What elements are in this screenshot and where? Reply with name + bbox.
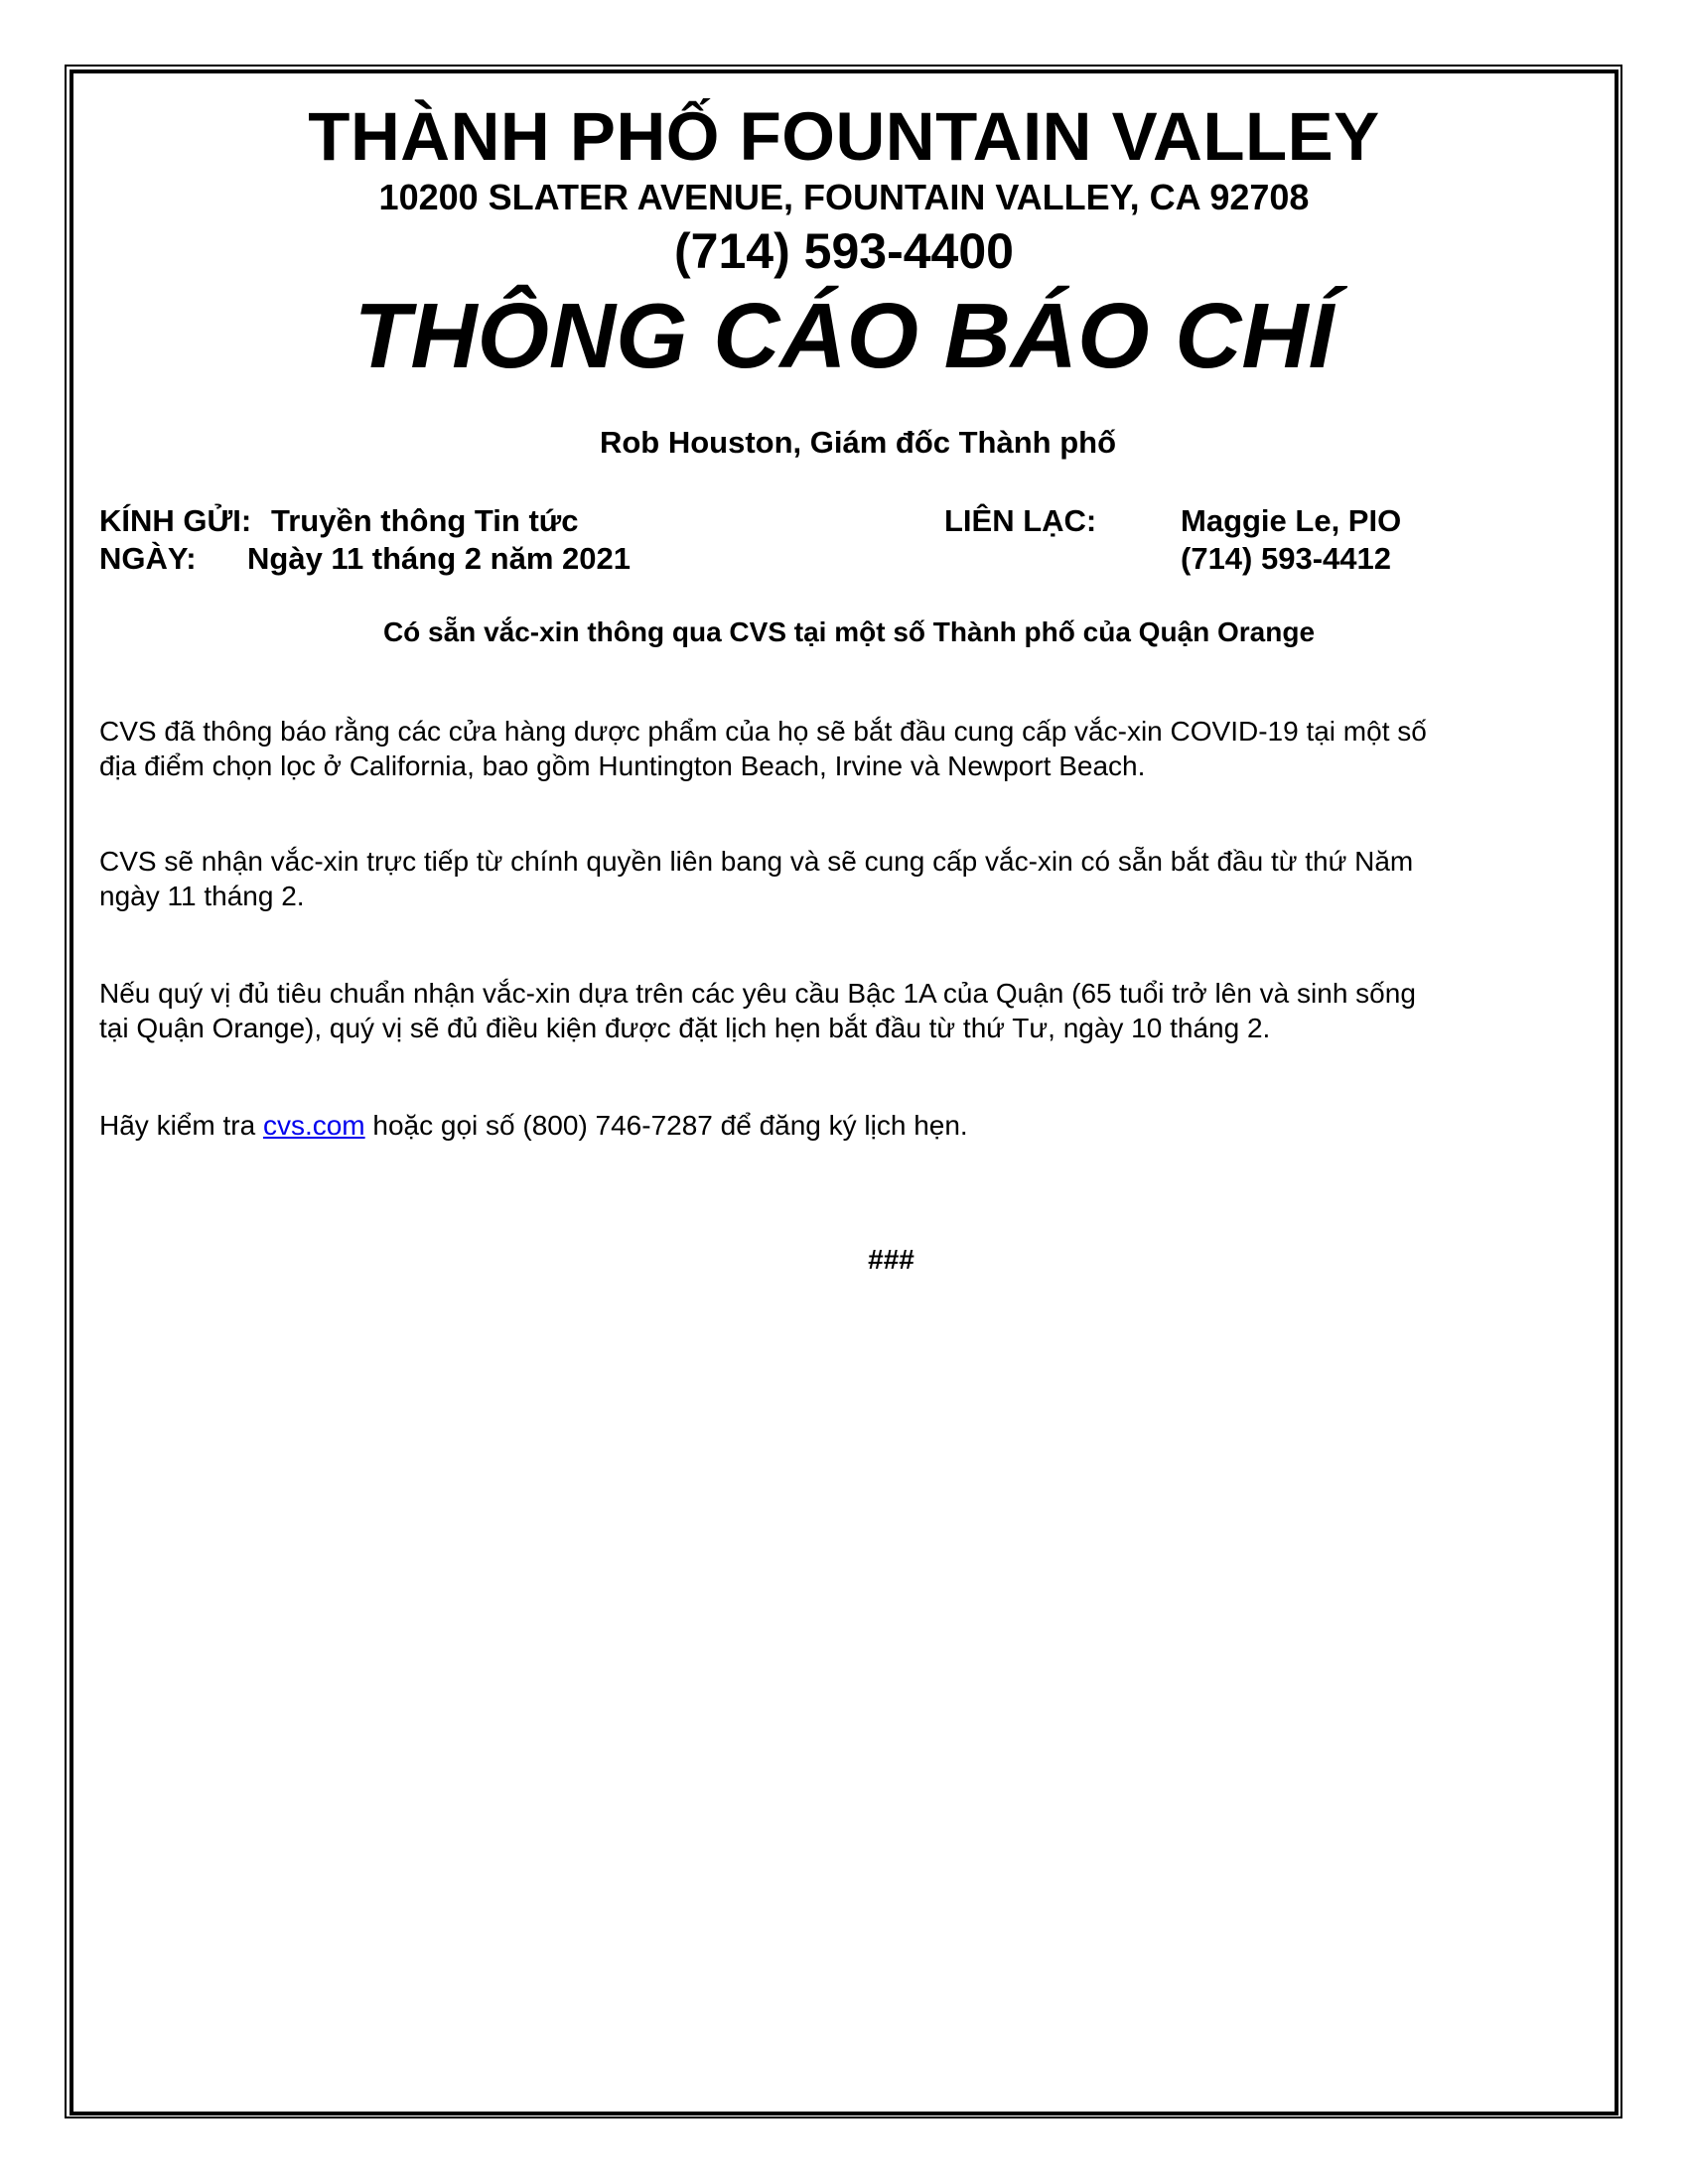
- cta-text-before-link: Hãy kiểm tra: [99, 1110, 263, 1141]
- paragraph-line: địa điểm chọn lọc ở California, bao gồm Huntington Beach, Irvine và Newport Beach.: [99, 751, 1146, 781]
- date-label: NGÀY:: [99, 541, 197, 576]
- release-headline: Có sẵn vắc-xin thông qua CVS tại một số Thành phố của Quận Orange: [382, 616, 1316, 647]
- body-paragraph-3: [99, 976, 1589, 1045]
- director-line: Rob Houston, Giám đốc Thành phố: [599, 425, 1117, 460]
- paragraph-line: tại Quận Orange), quý vị sẽ đủ điều kiện được đặt lịch hẹn bắt đầu từ thứ Tư, ngày 10 tháng 2.: [99, 1013, 1271, 1043]
- paragraph-line: [99, 1108, 1589, 1143]
- contact-phone: (714) 593-4412: [1181, 541, 1391, 576]
- paragraph-line: CVS sẽ nhận vắc-xin trực tiếp từ chính quyền liên bang và sẽ cung cấp vắc-xin có sẵn bắt đầu từ thứ Năm: [99, 846, 1414, 877]
- contact-label: LIÊN LẠC:: [944, 503, 1097, 538]
- city-address: 10200 SLATER AVENUE, FOUNTAIN VALLEY, CA 92708: [378, 177, 1310, 217]
- to-value: Truyền thông Tin tức: [271, 503, 579, 538]
- body-paragraph-1: [99, 714, 1589, 783]
- paragraph-line: Nếu quý vị đủ tiêu chuẩn nhận vắc-xin dựa trên các yêu cầu Bậc 1A của Quận (65 tuổi trở lên và sinh sống: [99, 978, 1416, 1009]
- body-paragraph-2: [99, 844, 1589, 913]
- paragraph-line: CVS đã thông báo rằng các cửa hàng dược phẩm của họ sẽ bắt đầu cung cấp vắc-xin COVID-19 tại một số: [99, 716, 1427, 747]
- press-release-title: THÔNG CÁO BÁO CHÍ: [353, 284, 1335, 387]
- city-title: THÀNH PHỐ FOUNTAIN VALLEY: [308, 98, 1380, 175]
- contact-name: Maggie Le, PIO: [1181, 503, 1402, 538]
- city-phone: (714) 593-4400: [674, 223, 1014, 279]
- cta-text-after-link: hoặc gọi số (800) 746-7287 để đăng ký lịch hẹn.: [364, 1110, 968, 1141]
- to-label: KÍNH GỬI:: [99, 503, 252, 538]
- body-paragraph-4: [99, 1108, 1589, 1143]
- date-value: Ngày 11 tháng 2 năm 2021: [247, 541, 631, 576]
- paragraph-line: ngày 11 tháng 2.: [99, 881, 305, 911]
- cvs-link[interactable]: cvs.com: [262, 1110, 365, 1141]
- end-mark: ###: [868, 1244, 914, 1275]
